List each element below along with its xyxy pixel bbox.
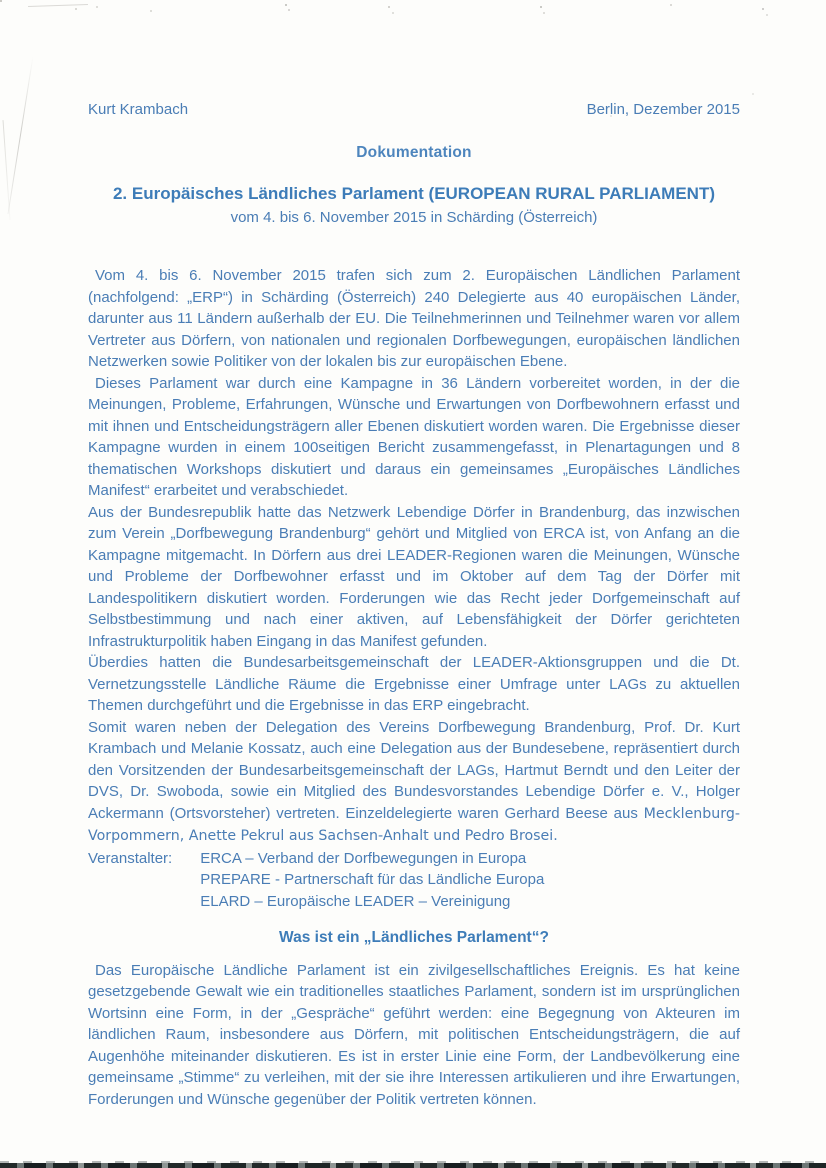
scan-artifact-pencil-mark: [3, 120, 11, 220]
author-name: Kurt Krambach: [88, 101, 189, 118]
doc-type-label: Dokumentation: [356, 144, 472, 161]
scan-artifact-pencil-mark: [7, 56, 33, 214]
paragraph-intro: Vom 4. bis 6. November 2015 trafen sich zum 2. Europäischen Ländlichen Parlament (nachfolgend: „ERP“) in Schärding (Österreich) 240 Delegierte aus 40 europäischen Länder, darunter aus 11 Ländern außerhalb der EU. Die Teilnehmerinnen und Teilnehmer waren vor allem Vertreter aus Dörfern, von nationalen und regionalen Dorfbewegungen, europäischen ländlichen Netzwerken sowie Politiker von der lokalen bis zur europäischen Ebene.: [88, 267, 740, 370]
scan-edge-artifact: [0, 1163, 826, 1168]
section-heading: Was ist ein „Ländliches Parlament“?: [279, 929, 549, 946]
scan-artifact-pencil-mark: [28, 4, 88, 7]
paragraph-brandenburg: Aus der Bundesrepublik hatte das Netzwerk Lebendige Dörfer in Brandenburg, das inzwischen zum Verein „Dorfbewegung Brandenburg“ gehört und Mitglied von ERCA ist, von Anfang an die Kampagne mitgemacht. In Dörfern aus drei LEADER-Regionen waren die Meinungen, Wünsche und Probleme der Dorfbewohner erfasst und im Oktober auf dem Tag der Dörfer mit Landespolitikern diskutiert worden. Forderungen wie das Recht jeder Dorfgemeinschaft auf Selbstbestimmung und nach einer aktiven, auf Lebensfähigkeit der Dörfer gerichteten Infrastrukturpolitik haben Eingang in das Manifest gefunden.: [88, 503, 740, 650]
organizers-list: [200, 848, 544, 913]
paragraph-definition: Das Europäische Ländliche Parlament ist ein zivilgesellschaftliches Ereignis. Es hat keine gesetzgebende Gewalt wie ein traditionelles staatliches Parlament, sondern ist im ursprünglichen Wortsinn eine Form, in der „Gespräche“ geführt werden: eine Begegnung von Akteuren im ländlichen Raum, insbesondere aus Dörfern, mit politischen Entscheidungsträgern, die auf Augenhöhe miteinander diskutieren. Es ist in erster Linie eine Form, der Landbevölkerung eine gemeinsame „Stimme“ zu verleihen, mit der sie ihre Interessen artikulieren und ihre Erwartungen, Forderungen und Wünsche gegenüber der Politik vertreten können.: [88, 961, 740, 1108]
organizers-label: Veranstalter:: [88, 849, 173, 867]
organizer-line-prepare: PREPARE - Partnerschaft für das Ländliche Europa: [200, 871, 545, 888]
document-body: [88, 265, 740, 1110]
organizer-line-erca: ERCA – Verband der Dorfbewegungen in Europa: [200, 849, 527, 867]
scan-noise-specks: [0, 0, 2, 2]
paragraph-delegation-main: Somit waren neben der Delegation des Vereins Dorfbewegung Brandenburg, Prof. Dr. Kurt Krambach und Melanie Kossatz, auch eine Delegation aus der Bundesebene, repräsentiert durch den Vorsitzenden der Bundesarbeitsgemeinschaft der LAGs, Hartmut Berndt und den Leiter der DVS, Dr. Swoboda, sowie ein Mitglied des Bundesvorstandes Lebendige Dörfer e. V., Holger Ackermann (Ortsvorsteher) vertreten. Einzeldelegierte waren Gerhard Beese aus: [88, 718, 740, 822]
paragraph-delegation: [88, 717, 740, 848]
document-content: [88, 100, 740, 1110]
document-header-row: [88, 100, 740, 120]
dateline: Berlin, Dezember 2015: [586, 101, 740, 118]
paragraph-delegation-names: Mecklenburg-Vorpommern, Anette Pekrul aus Sachsen-Anhalt und Pedro Brosei.: [88, 805, 740, 844]
organizers-block: [88, 848, 740, 913]
document-title: 2. Europäisches Ländliches Parlament (EUROPEAN RURAL PARLIAMENT): [112, 184, 716, 203]
paragraph-leader-umfrage: Überdies hatten die Bundesarbeitsgemeinschaft der LEADER-Aktionsgruppen und die Dt. Vernetzungsstelle Ländliche Räume die Ergebnisse einer Umfrage unter LAGs zu aktuellen Themen durchgeführt und die Ergebnisse in das ERP eingebracht.: [88, 654, 740, 714]
organizer-line-elard: ELARD – Europäische LEADER – Vereinigung: [200, 892, 511, 910]
paragraph-campaign: Dieses Parlament war durch eine Kampagne in 36 Ländern vorbereitet worden, in der die Meinungen, Probleme, Erfahrungen, Wünsche und Erwartungen von Dorfbewohnern erfasst und mit ihnen und Entscheidungsträgern aller Ebenen diskutiert worden waren. Die Ergebnisse dieser Kampagne wurden in einem 100seitigen Bericht zusammengefasst, in Plenartagungen und 8 thematischen Workshops diskutiert und daraus ein gemeinsames „Europäisches Ländliches Manifest“ erarbeitet und verabschiedet.: [88, 374, 740, 499]
document-subtitle: vom 4. bis 6. November 2015 in Schärding (Österreich): [230, 209, 598, 226]
